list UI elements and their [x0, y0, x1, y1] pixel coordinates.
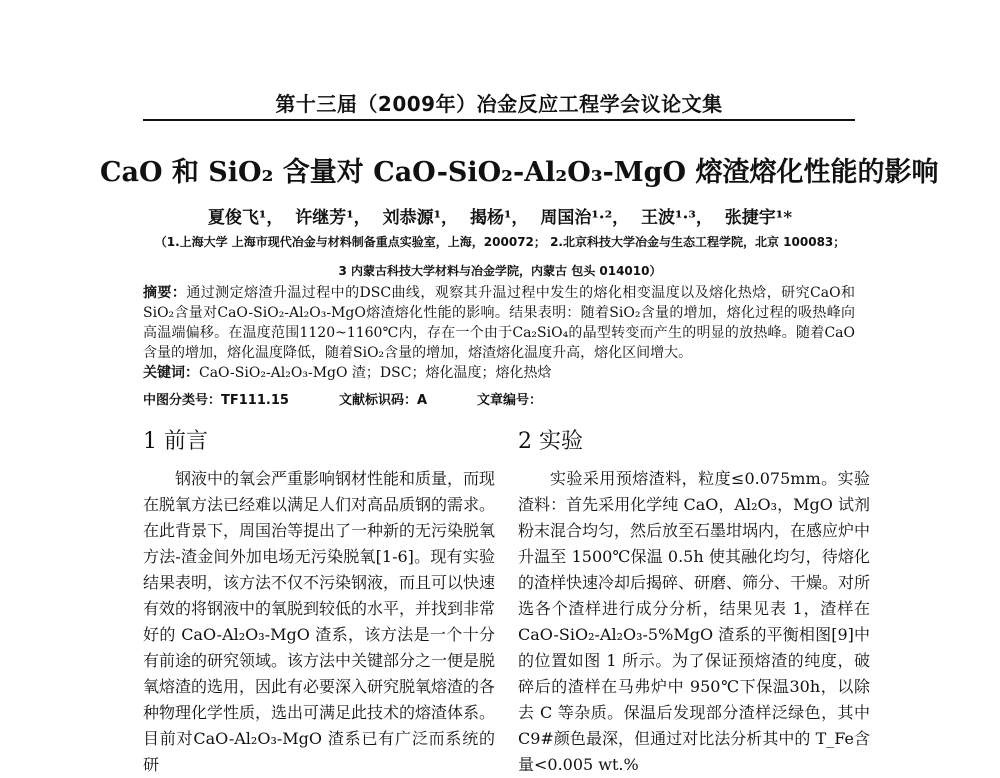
left-column [143, 466, 495, 778]
abstract-label: 摘要： [143, 285, 187, 301]
doc-code-value: A [416, 393, 428, 408]
classification-row [143, 389, 855, 408]
keywords-label: 关键词： [143, 365, 199, 381]
abstract-block [143, 283, 855, 383]
keywords-paragraph [143, 363, 855, 383]
clc-value: TF111.15 [221, 393, 289, 408]
affiliation-line-1: （1.上海大学 上海市现代冶金与材料制备重点实验室，上海，200072； 2.北京科技大学冶金与生态工程学院，北京 100083； [154, 235, 846, 249]
section-heading-experiment: 2 实验 [518, 429, 583, 454]
experiment-paragraph: 实验采用预熔渣料，粒度≤0.075mm。实验渣料：首先采用化学纯 CaO，Al₂O₃，MgO 试剂粉末混合均匀，然后放至石墨坩埚内，在感应炉中升温至 1500℃保温 0.5h 使其融化均匀，待熔化的渣样快速冷却后揭碎、研磨、筛分、干燥。对所选各个渣样进行成分分析，结果见表 1，渣样在CaO-SiO₂-Al₂O₃-5%MgO 渣系的平衡相图[9]中的位置如图 1 所示。为了保证预熔渣的纯度，破碎后的渣样在马弗炉中 950℃下保温30h，以除去 C 等杂质。保温后发现部分渣样泛绿色，其中 C9#颜色最深，但通过对比法分析其中的 T_Fe含量<0.005 wt.% [518, 469, 871, 774]
paper-title: CaO 和 SiO₂ 含量对 CaO-SiO₂-Al₂O₃-MgO 熔渣熔化性能的影响 [100, 157, 939, 188]
affiliation-line-2: 3 内蒙古科技大学材料与冶金学院，内蒙古 包头 014010） [338, 264, 662, 278]
abstract-text: 通过测定熔渣升温过程中的DSC曲线，观察其升温过程中发生的熔化相变温度以及熔化热焓，研究CaO和SiO₂含量对CaO-SiO₂-Al₂O₃-MgO熔渣熔化性能的影响。结果表明：随着SiO₂含量的增加，熔化过程的吸热峰向高温端偏移。在温度范围1120~1160℃内，存在一个由于Ca₂SiO₄的晶型转变而产生的明显的放热峰。随着CaO含量的增加，熔化温度降低，随着SiO₂含量的增加，熔渣熔化温度升高，熔化区间增大。 [143, 285, 856, 361]
article-number-label: 文章编号： [477, 393, 543, 408]
clc-label: 中图分类号： [143, 393, 222, 408]
doc-code-label: 文献标识码： [338, 393, 417, 408]
keywords-text: CaO-SiO₂-Al₂O₃-MgO 渣；DSC；熔化温度；熔化热焓 [199, 365, 552, 381]
running-header: 第十三届（2009年）冶金反应工程学会议论文集 [275, 92, 723, 116]
abstract-paragraph [143, 283, 855, 363]
right-column [518, 466, 870, 778]
author-list: 夏俊飞¹， 许继芳¹， 刘恭源¹， 揭杨¹， 周国治¹·²， 王波¹·³， 张捷宇¹* [207, 208, 793, 228]
header-rule [143, 119, 855, 121]
introduction-paragraph: 钢液中的氧会严重影响钢材性能和质量，而现在脱氧方法已经难以满足人们对高品质钢的需求。在此背景下，周国治等提出了一种新的无污染脱氧方法-渣金间外加电场无污染脱氧[1-6]。现有实验结果表明，该方法不仅不污染钢液，而且可以快速有效的将钢液中的氧脱到较低的水平，并找到非常好的 CaO-Al₂O₃-MgO 渣系，该方法是一个十分有前途的研究领域。该方法中关键部分之一便是脱氧熔渣的选用，因此有必要深入研究脱氧熔渣的各种物理化学性质，选出可满足此技术的熔渣体系。 目前对CaO-Al₂O₃-MgO 渣系已有广泛而系统的研 [143, 469, 496, 774]
section-heading-introduction: 1 前言 [143, 429, 208, 454]
